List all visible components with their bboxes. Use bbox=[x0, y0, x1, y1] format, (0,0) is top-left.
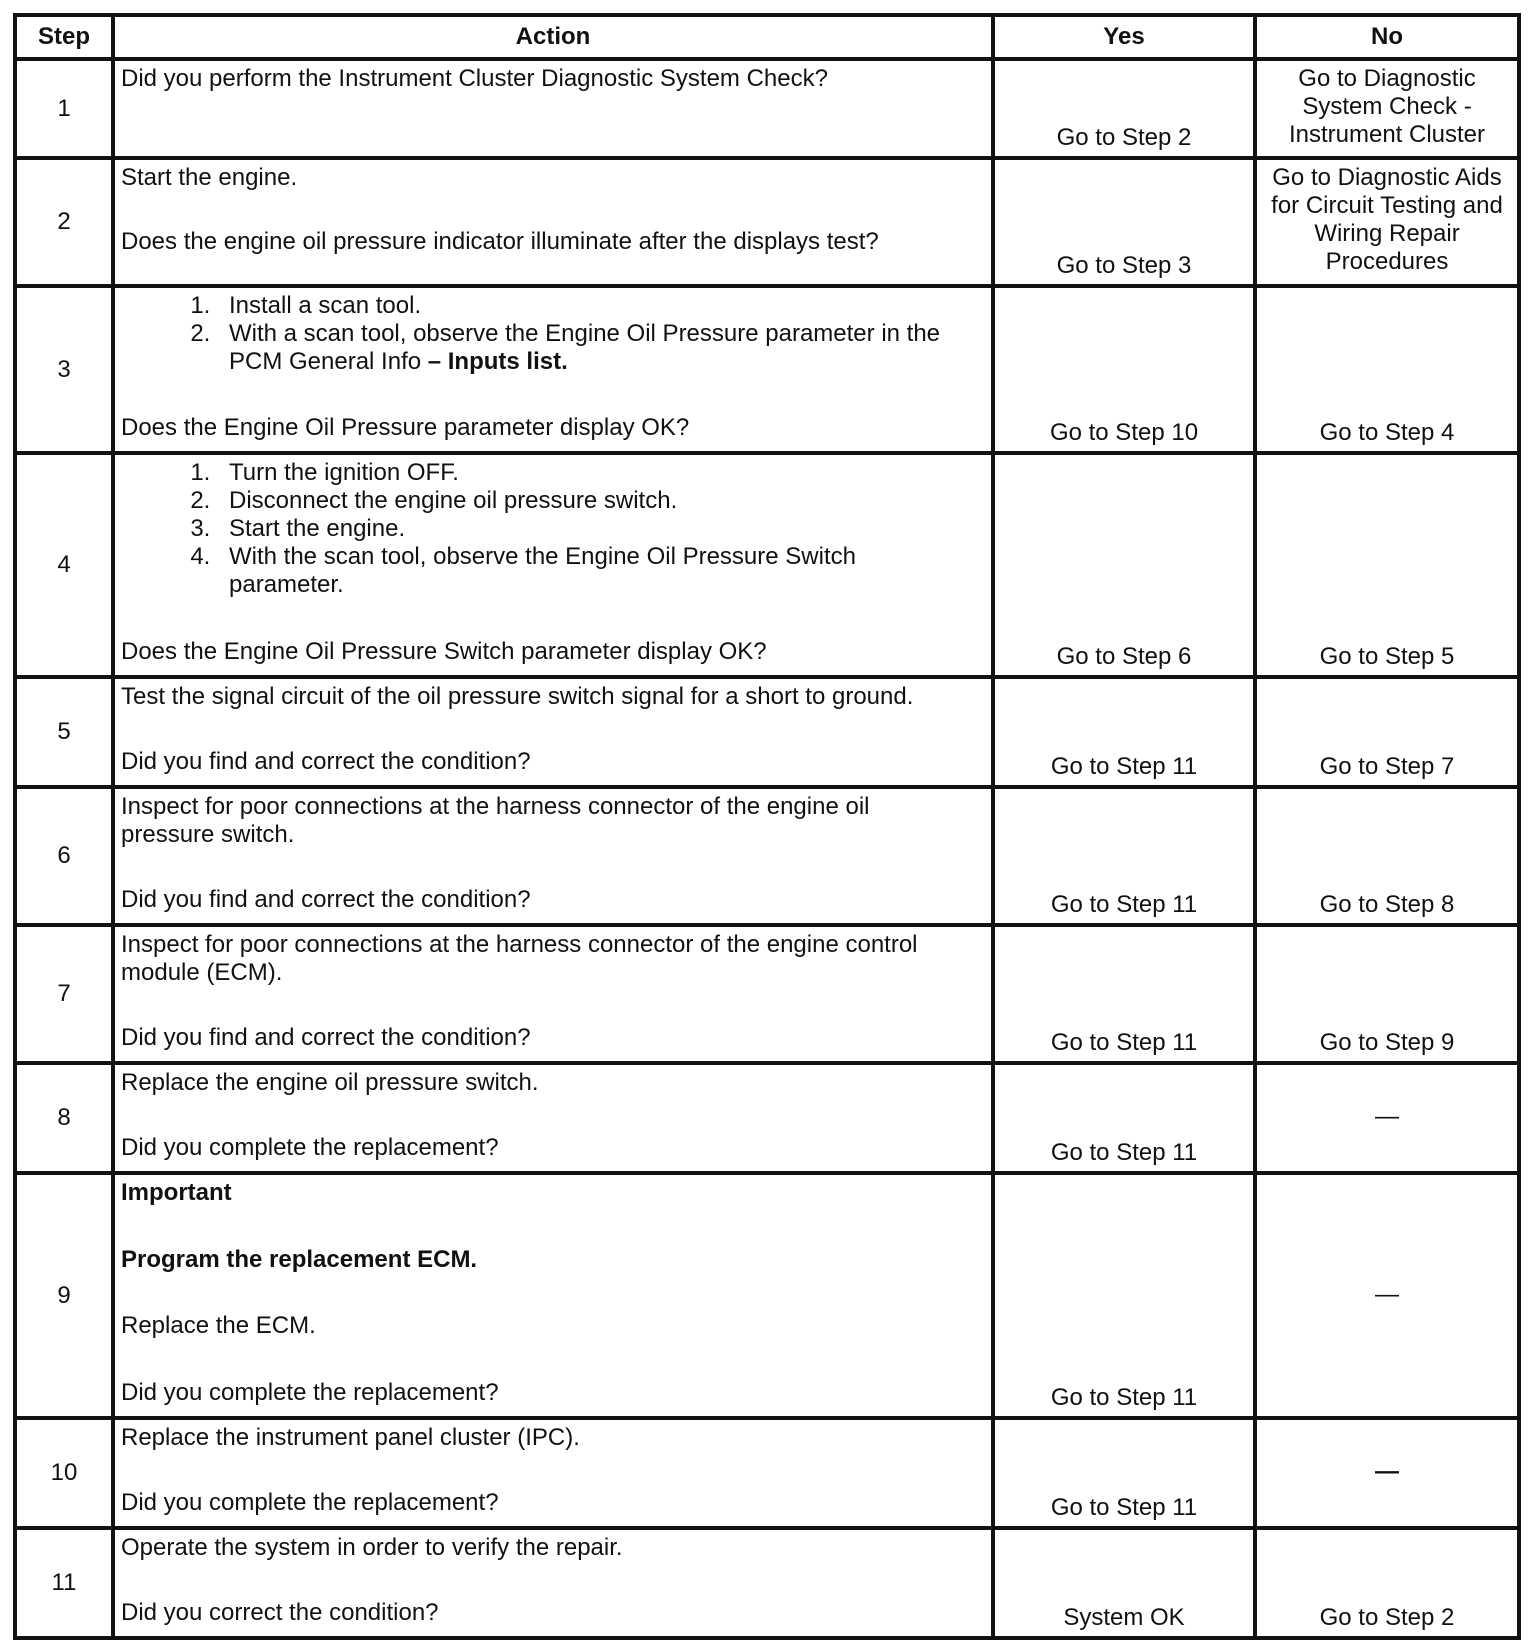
action-cell bbox=[113, 59, 993, 158]
table-row bbox=[15, 158, 1519, 286]
no-cell: — bbox=[1255, 1173, 1519, 1418]
list-item: 2. With a scan tool, observe the Engine Oil Pressure parameter in the PCM General Info – Inputs list. bbox=[217, 320, 985, 376]
step-number: 11 bbox=[15, 1528, 113, 1638]
action-cell bbox=[113, 158, 993, 286]
action-question: Did you complete the replacement? bbox=[121, 1489, 499, 1516]
header-row bbox=[15, 15, 1519, 59]
list-item: 1. Turn the ignition OFF. bbox=[217, 459, 985, 487]
table-row bbox=[15, 1418, 1519, 1528]
action-intro: Inspect for poor connections at the harness connector of the engine oil pressure switch. bbox=[121, 793, 870, 848]
no-cell: Go to Step 5 bbox=[1255, 453, 1519, 677]
no-cell: Go to Diagnostic System Check - Instrument Cluster bbox=[1255, 59, 1519, 158]
action-cell bbox=[113, 1063, 993, 1173]
yes-cell: Go to Step 6 bbox=[993, 453, 1255, 677]
table-row bbox=[15, 1063, 1519, 1173]
important-note: Program the replacement ECM. bbox=[121, 1245, 478, 1273]
action-cell bbox=[113, 925, 993, 1063]
step-number: 5 bbox=[15, 677, 113, 787]
action-intro: Replace the ECM. bbox=[121, 1312, 316, 1340]
table-row bbox=[15, 677, 1519, 787]
step-number: 1 bbox=[15, 59, 113, 158]
step-number: 9 bbox=[15, 1173, 113, 1418]
header-action: Action bbox=[113, 15, 993, 59]
yes-cell: Go to Step 11 bbox=[993, 787, 1255, 925]
step-number: 6 bbox=[15, 787, 113, 925]
header-yes: Yes bbox=[993, 15, 1255, 59]
yes-cell: Go to Step 3 bbox=[993, 158, 1255, 286]
list-item: 2. Disconnect the engine oil pressure switch. bbox=[217, 487, 985, 515]
action-steps-list bbox=[121, 459, 985, 599]
step-number: 4 bbox=[15, 453, 113, 677]
action-question: Did you complete the replacement? bbox=[121, 1134, 499, 1161]
action-question: Did you complete the replacement? bbox=[121, 1378, 499, 1406]
step-number: 3 bbox=[15, 286, 113, 453]
diagnostic-table bbox=[13, 13, 1521, 1640]
action-intro: Replace the instrument panel cluster (IPC). bbox=[121, 1424, 580, 1451]
step-number: 2 bbox=[15, 158, 113, 286]
step-number: 7 bbox=[15, 925, 113, 1063]
list-item: 4. With the scan tool, observe the Engine Oil Pressure Switch parameter. bbox=[217, 543, 985, 599]
yes-cell: Go to Step 11 bbox=[993, 1173, 1255, 1418]
table-row bbox=[15, 1173, 1519, 1418]
yes-cell: Go to Step 11 bbox=[993, 1418, 1255, 1528]
list-item: 1. Install a scan tool. bbox=[217, 292, 985, 320]
action-cell bbox=[113, 1528, 993, 1638]
no-cell: — bbox=[1255, 1418, 1519, 1528]
action-intro: Start the engine. bbox=[121, 164, 298, 191]
table-row bbox=[15, 453, 1519, 677]
yes-cell: Go to Step 11 bbox=[993, 925, 1255, 1063]
no-cell: Go to Step 7 bbox=[1255, 677, 1519, 787]
diagnostic-table-container bbox=[13, 13, 1517, 1634]
table-row bbox=[15, 787, 1519, 925]
no-cell: Go to Step 8 bbox=[1255, 787, 1519, 925]
table-row bbox=[15, 59, 1519, 158]
action-cell bbox=[113, 286, 993, 453]
no-cell: Go to Step 4 bbox=[1255, 286, 1519, 453]
step-number: 10 bbox=[15, 1418, 113, 1528]
table-row bbox=[15, 286, 1519, 453]
action-cell bbox=[113, 1173, 993, 1418]
yes-cell: Go to Step 10 bbox=[993, 286, 1255, 453]
yes-cell: System OK bbox=[993, 1528, 1255, 1638]
action-cell bbox=[113, 453, 993, 677]
action-question: Did you perform the Instrument Cluster Diagnostic System Check? bbox=[121, 65, 828, 92]
yes-cell: Go to Step 11 bbox=[993, 1063, 1255, 1173]
table-row bbox=[15, 925, 1519, 1063]
list-item: 3. Start the engine. bbox=[217, 515, 985, 543]
table-row bbox=[15, 1528, 1519, 1638]
action-question: Does the engine oil pressure indicator illuminate after the displays test? bbox=[121, 228, 879, 255]
no-cell: Go to Diagnostic Aids for Circuit Testing and Wiring Repair Procedures bbox=[1255, 158, 1519, 286]
action-question: Did you find and correct the condition? bbox=[121, 748, 531, 775]
no-cell: — bbox=[1255, 1063, 1519, 1173]
action-intro: Operate the system in order to verify the repair. bbox=[121, 1534, 623, 1561]
action-intro: Test the signal circuit of the oil pressure switch signal for a short to ground. bbox=[121, 683, 914, 710]
yes-cell: Go to Step 11 bbox=[993, 677, 1255, 787]
action-cell bbox=[113, 1418, 993, 1528]
action-steps-list bbox=[121, 292, 985, 376]
action-cell bbox=[113, 677, 993, 787]
action-intro: Inspect for poor connections at the harness connector of the engine control module (ECM). bbox=[121, 931, 918, 986]
important-label: Important bbox=[121, 1179, 232, 1206]
action-question: Does the Engine Oil Pressure parameter display OK? bbox=[121, 414, 690, 441]
action-question: Did you correct the condition? bbox=[121, 1599, 439, 1626]
action-cell bbox=[113, 787, 993, 925]
yes-cell: Go to Step 2 bbox=[993, 59, 1255, 158]
step-number: 8 bbox=[15, 1063, 113, 1173]
action-intro: Replace the engine oil pressure switch. bbox=[121, 1069, 539, 1096]
no-cell: Go to Step 2 bbox=[1255, 1528, 1519, 1638]
action-question: Did you find and correct the condition? bbox=[121, 886, 531, 913]
no-cell: Go to Step 9 bbox=[1255, 925, 1519, 1063]
action-question: Did you find and correct the condition? bbox=[121, 1024, 531, 1051]
action-question: Does the Engine Oil Pressure Switch parameter display OK? bbox=[121, 638, 767, 665]
header-step: Step bbox=[15, 15, 113, 59]
header-no: No bbox=[1255, 15, 1519, 59]
